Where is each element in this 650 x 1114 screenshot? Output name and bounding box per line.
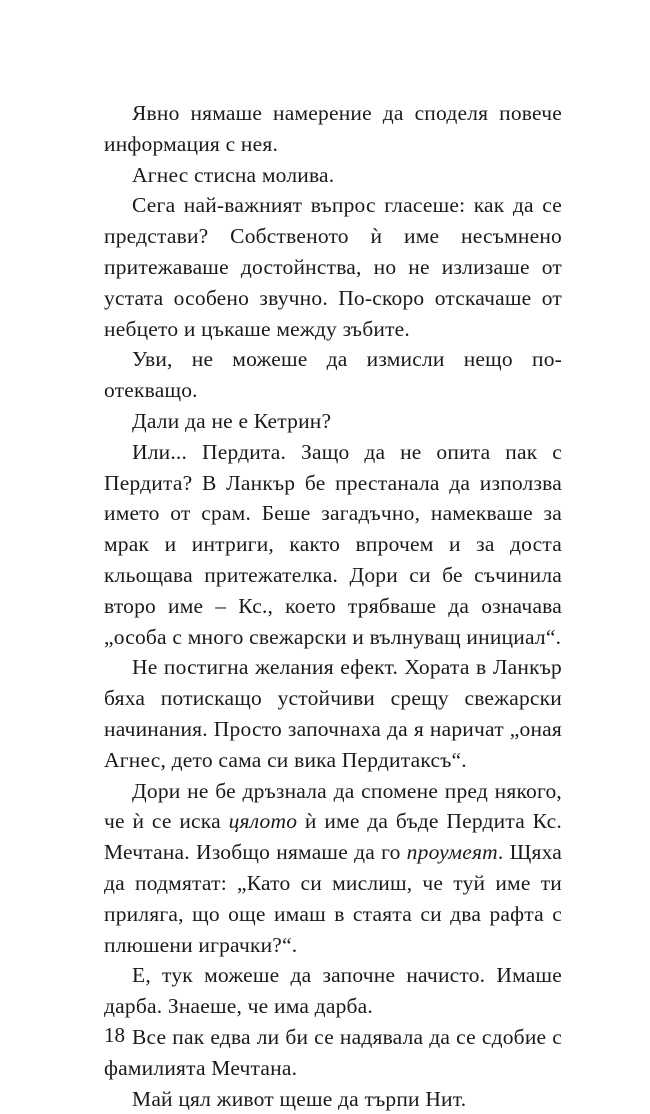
text-run: Е, тук можеше да започне начисто. Имаше дарба. Знаеше, че има дарба. bbox=[104, 963, 562, 1018]
paragraph bbox=[104, 1022, 562, 1084]
text-run: ѝ име да бъде Пердита Кс. Мечтана. Изобщо нямаше да го bbox=[104, 809, 562, 864]
paragraph bbox=[104, 98, 562, 160]
paragraph bbox=[104, 160, 562, 191]
emphasized-text: проумеят bbox=[407, 840, 498, 864]
body-text bbox=[104, 98, 562, 1114]
text-run: Не постигна желания ефект. Хората в Ланкър бяха потискащо устойчиви срещу свежарски начинания. Просто започнаха да я наричат „оная Агнес, дето сама си вика Пердитаксъ“. bbox=[104, 655, 562, 771]
text-run: Уви, не можеше да измисли нещо по-отекващо. bbox=[104, 347, 562, 402]
text-run: Дори не бе дръзнала да спомене пред някого, че ѝ се иска bbox=[104, 779, 562, 834]
text-run: Или... Пердита. Защо да не опита пак с Пердита? В Ланкър бе престанала да използва името от срам. Беше загадъчно, намекваше за мрак и интриги, както впрочем и за доста кльощава притежателка. Дори си бе съчинила второ име – Кс., което трябваше да означава „особа с много свежарски и вълнуващ инициал“. bbox=[104, 440, 562, 649]
page-number: 18 bbox=[104, 1020, 125, 1050]
text-run: Явно нямаше намерение да споделя повече информация с нея. bbox=[104, 101, 562, 156]
text-run: Май цял живот щеше да търпи Нит. bbox=[132, 1087, 466, 1111]
paragraph bbox=[104, 437, 562, 653]
paragraph bbox=[104, 406, 562, 437]
text-run: Дали да не е Кетрин? bbox=[132, 409, 331, 433]
text-run: Агнес стисна молива. bbox=[132, 163, 334, 187]
text-run: Все пак едва ли би се надявала да се сдобие с фамилията Мечтана. bbox=[104, 1025, 562, 1080]
text-run: Сега най-важният въпрос гласеше: как да се представи? Собственото ѝ име несъмнено притежаваше достойнства, но не излизаше от устата особено звучно. По-скоро отскачаше от небцето и цъкаше между зъбите. bbox=[104, 193, 562, 340]
paragraph bbox=[104, 190, 562, 344]
paragraph bbox=[104, 776, 562, 961]
paragraph bbox=[104, 344, 562, 406]
text-run: . Щяха да подмятат: „Като си мислиш, че туй име ти приляга, що още имаш в стаята си два рафта с плюшени играчки?“. bbox=[104, 840, 562, 956]
paragraph bbox=[104, 1084, 562, 1114]
paragraph bbox=[104, 652, 562, 775]
emphasized-text: цялото bbox=[229, 809, 298, 833]
paragraph bbox=[104, 960, 562, 1022]
